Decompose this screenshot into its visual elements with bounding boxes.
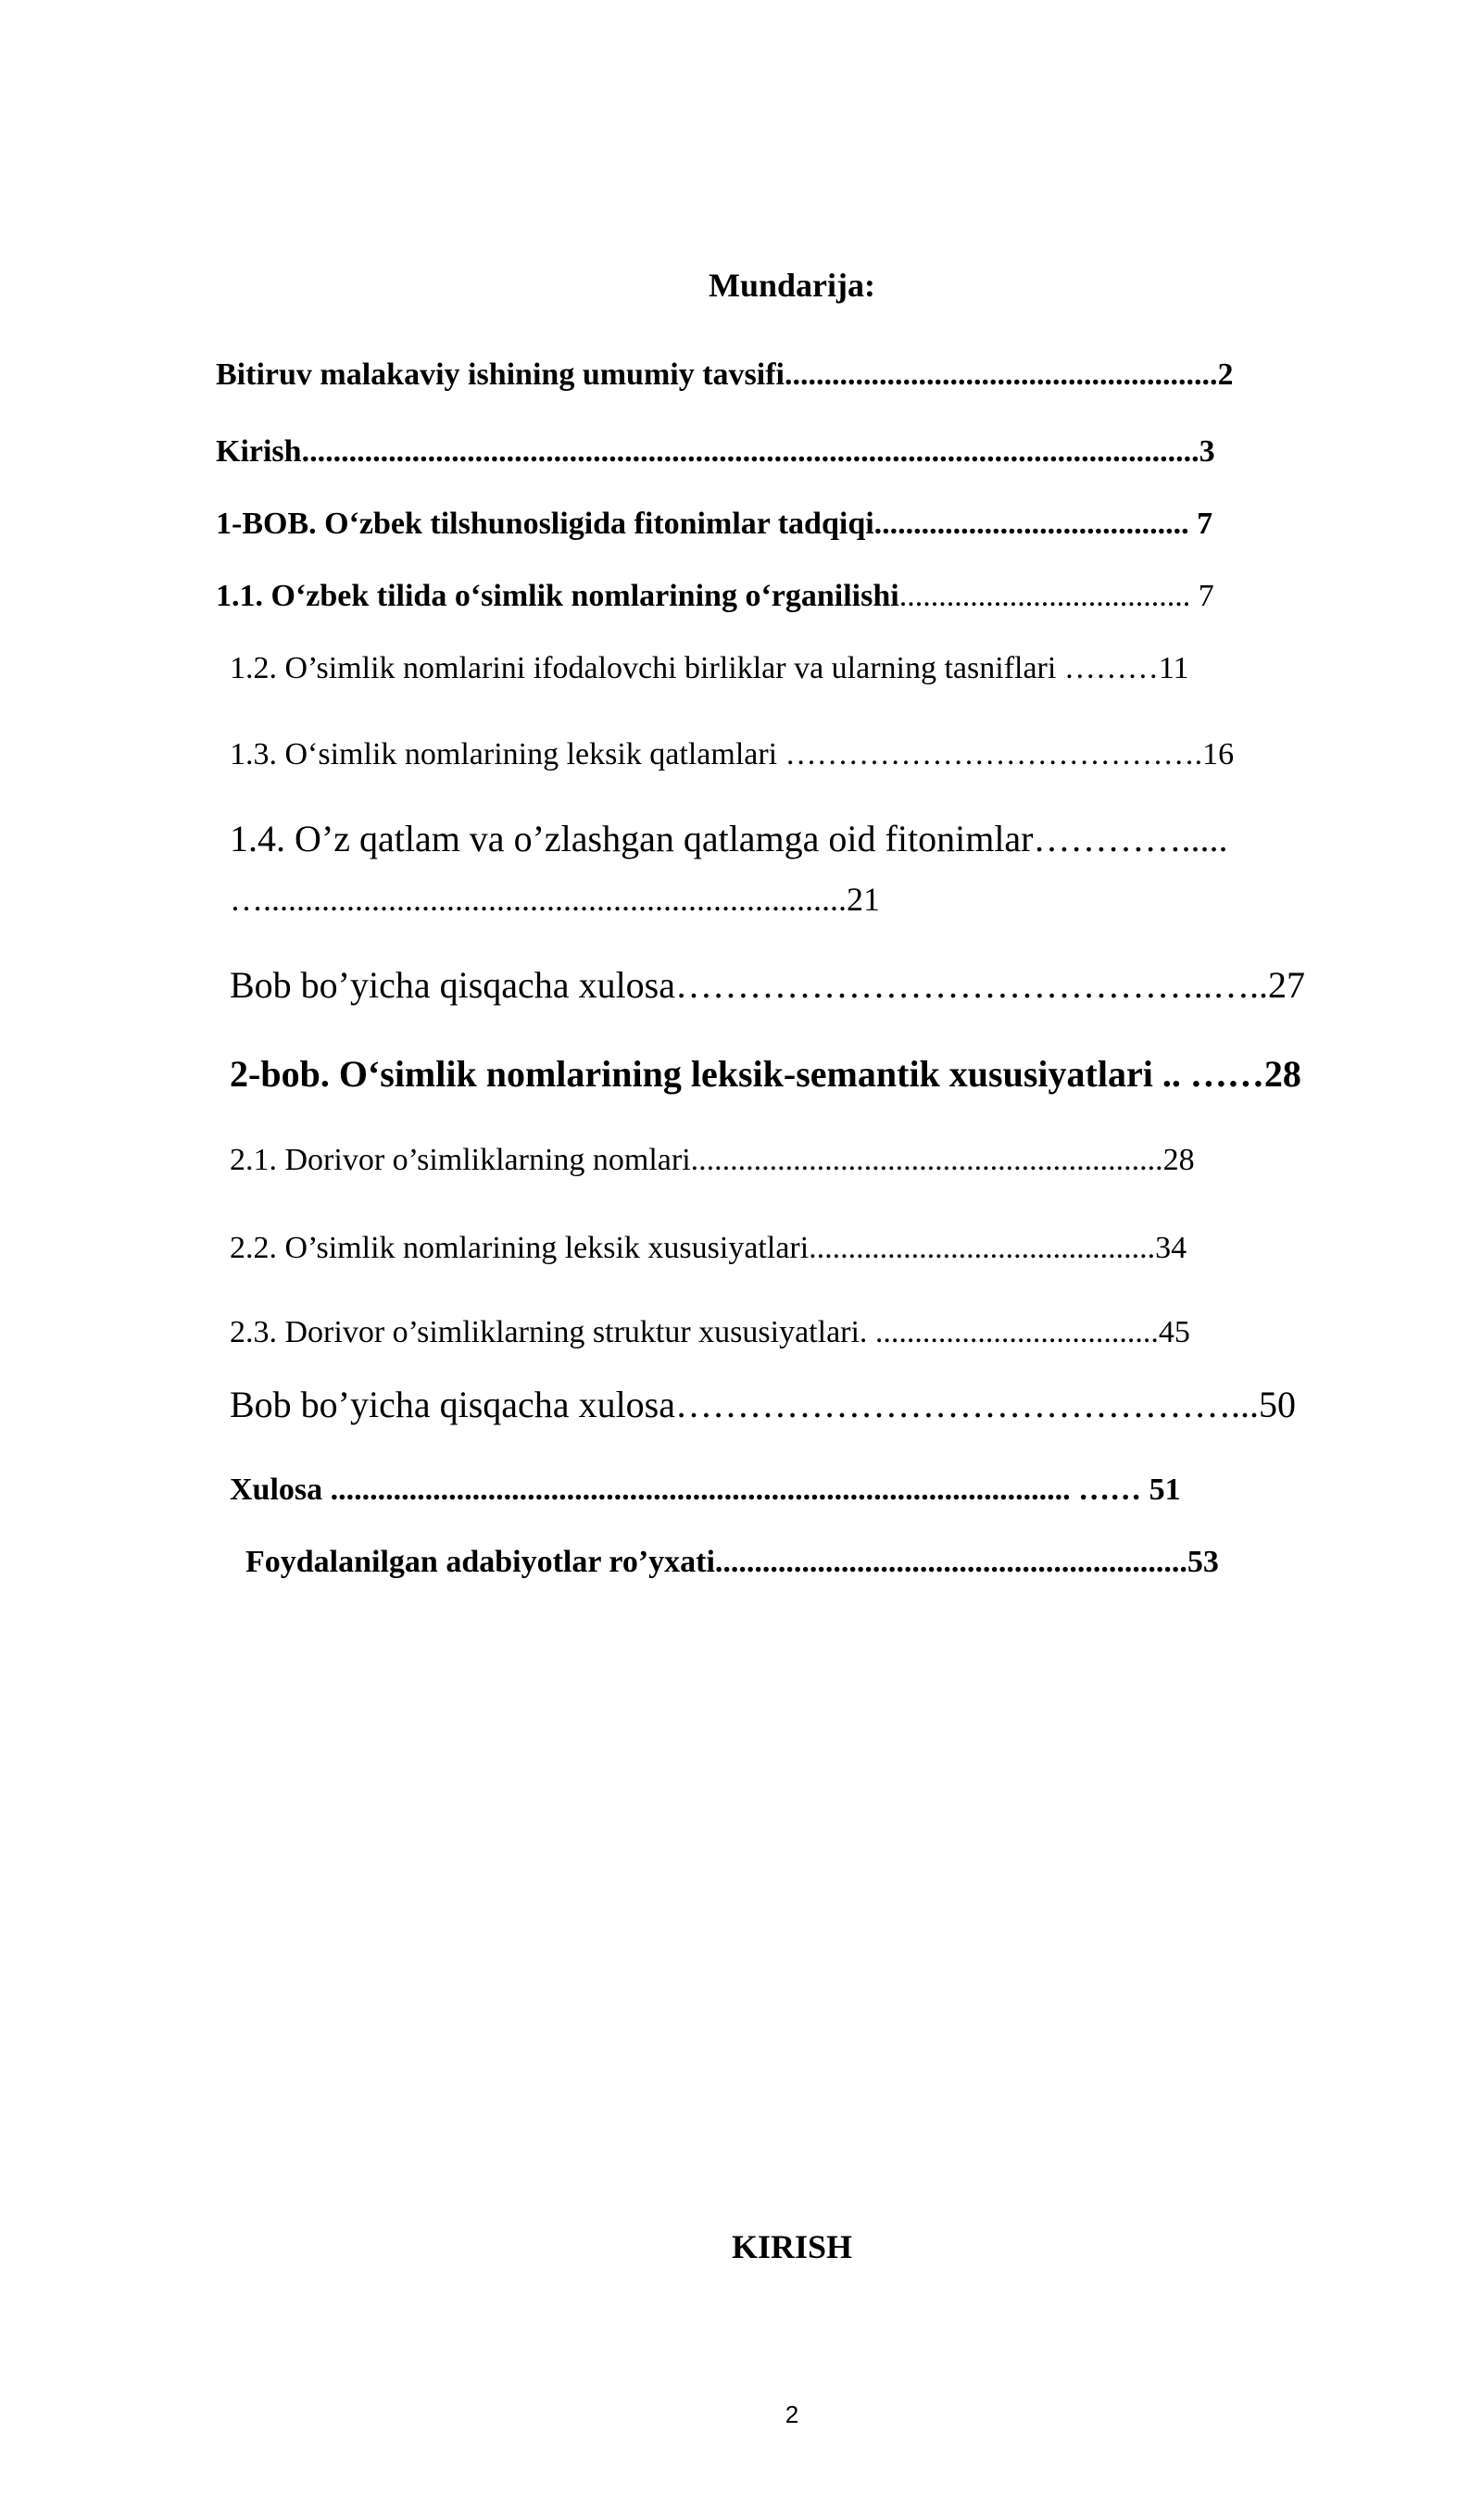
toc-entry-2-2[interactable]: [230, 1233, 1187, 1264]
toc-entry-1-4-continued: [230, 883, 880, 916]
toc-entry-text: 1.2. O’simlik nomlarini ifodalovchi birliklar va ularning tasniflari ………11: [230, 651, 1189, 685]
page-number: 2: [785, 2401, 799, 2428]
toc-entry-1-2[interactable]: [230, 653, 1189, 684]
toc-entry-text: Xulosa .............................................................................................. …… 51: [230, 1473, 1181, 1507]
toc-entry-text: 1.4. O’z qatlam va o’zlashgan qatlamga oid fitonimlar………….....: [230, 818, 1228, 859]
toc-entry-text: Kirish..................................................................................................................3: [216, 434, 1215, 469]
page-title: Mundarija:: [709, 267, 875, 304]
toc-entry-chapter-1-summary[interactable]: [230, 964, 1305, 1006]
toc-entry-text: 2.3. Dorivor o’simliklarning struktur xususiyatlari. ....................................45: [230, 1315, 1190, 1349]
toc-entry-2-3[interactable]: [230, 1317, 1190, 1348]
toc-entry-leader: ..................................... 7: [898, 579, 1214, 613]
toc-entry-text: 2.1. Dorivor o’simliklarning nomlari............................................................28: [230, 1143, 1195, 1177]
toc-entry-chapter-2-summary[interactable]: [230, 1386, 1296, 1423]
toc-entry-text: 1-BOB. O‘zbek tilshunosligida fitonimlar tadqiqi........................................ 7: [216, 507, 1213, 541]
toc-entry-2-1[interactable]: [230, 1145, 1195, 1176]
toc-entry-text: Foydalanilgan adabiyotlar ro’yxati............................................................53: [245, 1545, 1219, 1579]
toc-entry-text: 2-bob. O‘simlik nomlarining leksik-semantik xususiyatlari .. ……28: [230, 1053, 1301, 1095]
toc-entry-text: 1.3. O‘simlik nomlarining leksik qatlamlari ………………………………….16: [230, 737, 1235, 771]
next-section-heading: KIRISH: [731, 2228, 853, 2265]
toc-entry-xulosa[interactable]: [230, 1474, 1181, 1506]
toc-entry-kirish[interactable]: [216, 436, 1215, 468]
toc-entry-text: Bitiruv malakaviy ishining umumiy tavsifi.......................................................2: [216, 357, 1234, 392]
toc-entry-references[interactable]: [245, 1547, 1219, 1578]
toc-entry-text: …......................................................................21: [230, 881, 880, 918]
toc-entry-1-1[interactable]: [216, 581, 1214, 612]
toc-entry-text: Bob bo’yicha qisqacha xulosa………………………………………...50: [230, 1384, 1296, 1425]
toc-entry-text: 1.1. O‘zbek tilida o‘simlik nomlarining o‘rganilishi: [216, 579, 899, 613]
toc-entry-1-4[interactable]: [230, 818, 1228, 859]
toc-entry-chapter-1[interactable]: [216, 508, 1212, 540]
toc-entry-text: Bob bo’yicha qisqacha xulosa……………………………………..…..27: [230, 964, 1305, 1006]
toc-entry-text: 2.2. O’simlik nomlarining leksik xususiyatlari............................................34: [230, 1231, 1187, 1265]
toc-entry-summary[interactable]: [216, 359, 1234, 391]
toc-entry-chapter-2[interactable]: [230, 1053, 1301, 1095]
toc-entry-1-3[interactable]: [230, 739, 1234, 771]
